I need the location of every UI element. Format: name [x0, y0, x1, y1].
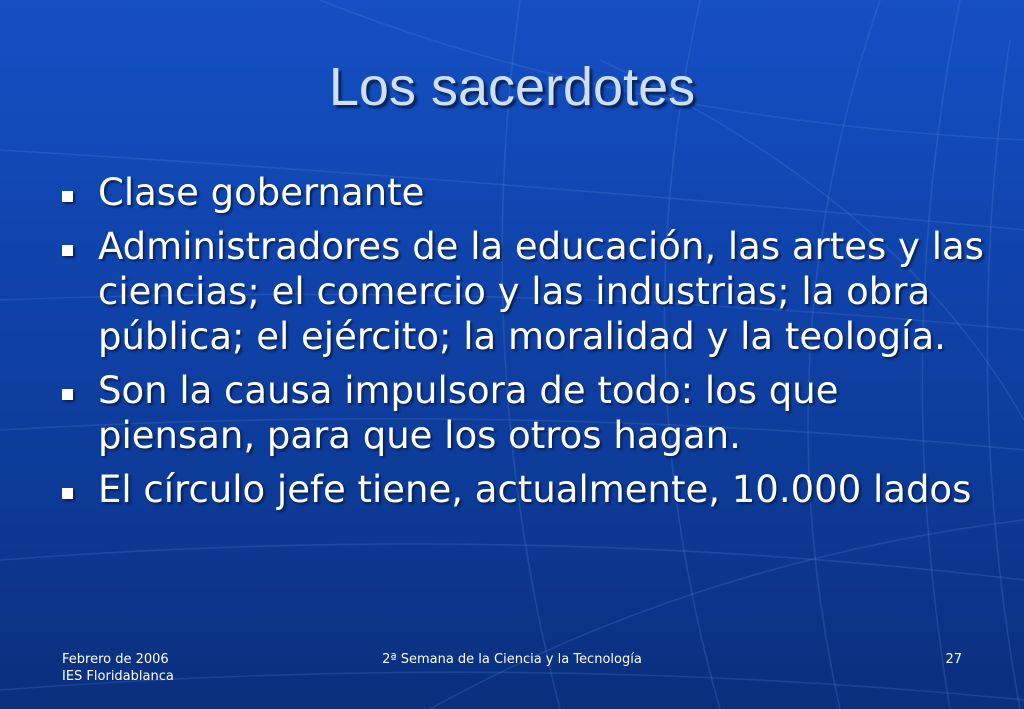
bullet-item: [60, 368, 990, 458]
footer-event-title: 2ª Semana de la Ciencia y la Tecnología: [382, 652, 642, 667]
square-bullet-icon: [62, 488, 73, 499]
footer-school: IES Floridablanca: [62, 669, 174, 684]
bullet-text: Clase gobernante: [98, 171, 425, 214]
bullet-item: [60, 224, 990, 359]
bullet-list: [60, 170, 990, 521]
square-bullet-icon: [62, 191, 73, 202]
square-bullet-icon: [62, 245, 73, 256]
slide-number: 27: [945, 652, 962, 667]
slide-title: Los sacerdotes: [328, 57, 696, 117]
bullet-item: [60, 467, 990, 512]
bullet-text: Son la causa impulsora de todo: los que piensan, para que los otros hagan.: [98, 369, 839, 457]
bullet-text: El círculo jefe tiene, actualmente, 10.000 lados: [98, 468, 972, 511]
square-bullet-icon: [62, 389, 73, 400]
footer-date: Febrero de 2006: [62, 652, 169, 667]
bullet-text: Administradores de la educación, las artes y las ciencias; el comercio y las industrias; la obra pública; el ejército; la moralidad y la teología.: [98, 225, 984, 358]
bullet-item: [60, 170, 990, 215]
